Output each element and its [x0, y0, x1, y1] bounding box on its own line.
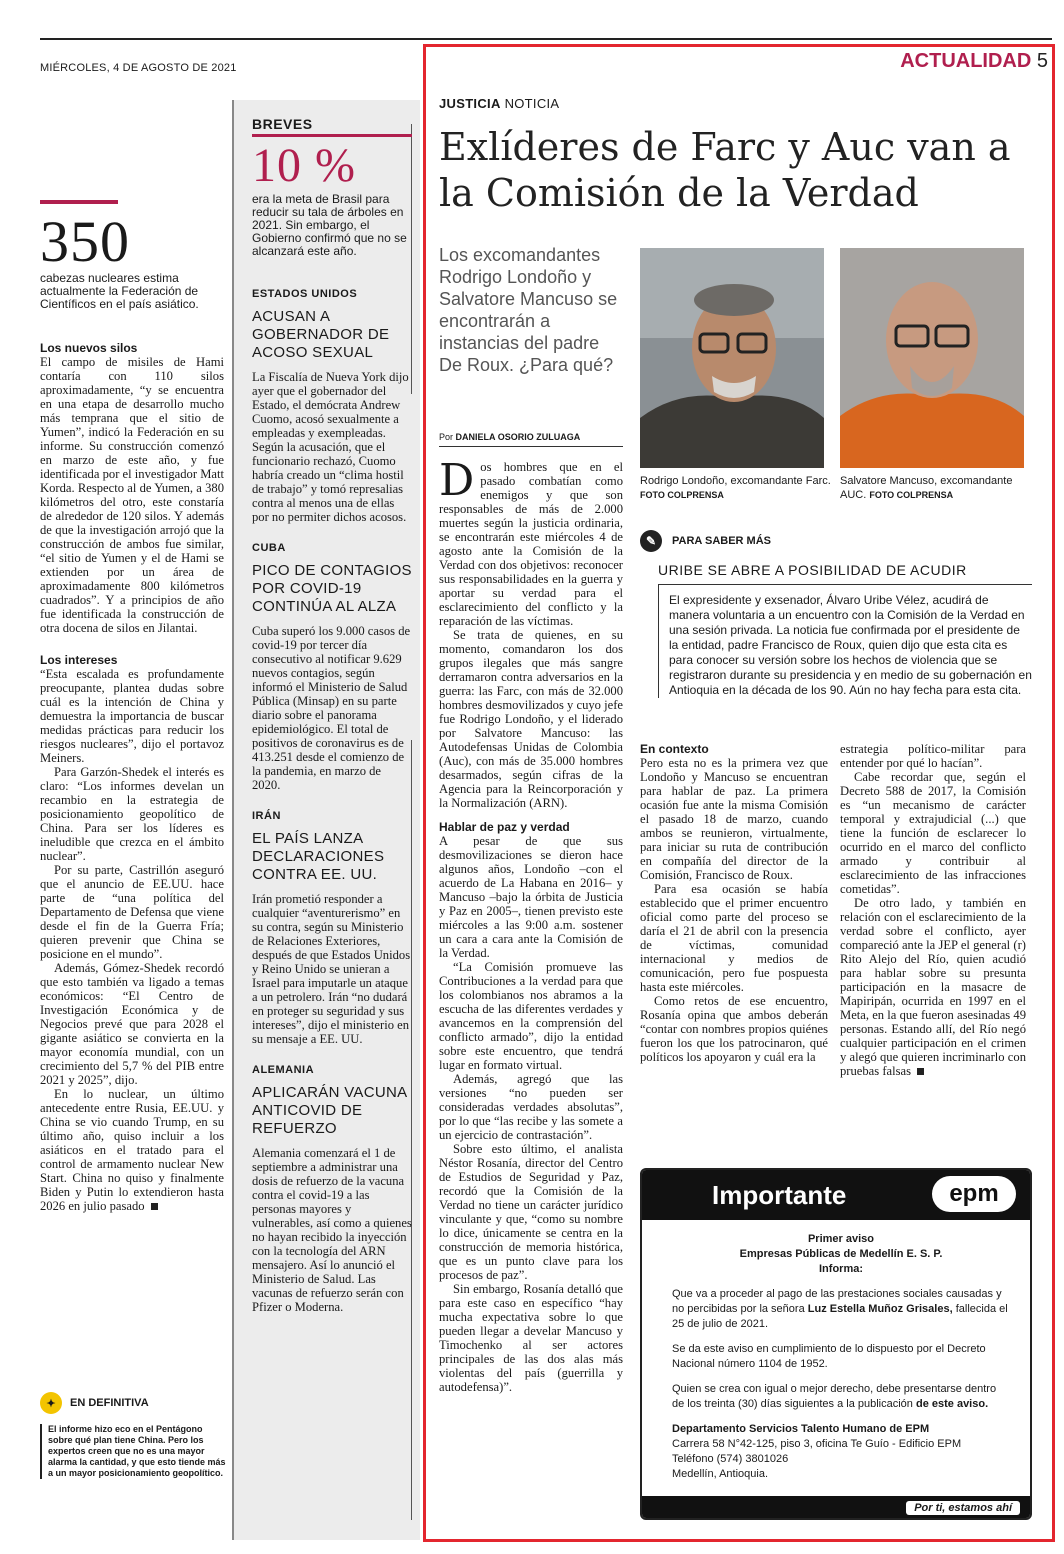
ad-footer [642, 1496, 1030, 1518]
brief-text: Cuba superó los 9.000 casos de covid-19 por tercer día consecutivo al notificar 9.629 nuevos contagios, según informó el Ministerio de Salud Pública (Minsap) en su parte diario sobre el panorama epidemiológico. El total de positivos de coronavirus es de 413.251 desde el comienzo de la pandemia, en marzo de 2020. [252, 624, 411, 792]
paragraph: Pero esta no es la primera vez que Londoño y Mancuso se encuentran para hablar de paz. La primera ocasión fue ante la misma Comisión el pasado 18 de marzo, cuando ambos se reunieron, virtualmente, para iniciar su ruta de contribución en compañía del director de la Comisión, Francisco de Roux. [640, 756, 828, 882]
para-saber-mas-box [640, 530, 1032, 698]
article-kicker: JUSTICIA NOTICIA [439, 96, 560, 111]
paragraph: Además, Gómez-Shedek recordó que esto también va ligado a temas económicos: “El Centro de Investigación Económica y de Negocios prevé que para 2028 el gigante asiático se convierta en la mayor economía mundial, con un crecimiento del 5,7 % del PIB entre 2021 y 2025”, dijo. [40, 961, 224, 1087]
definitiva-text: El informe hizo eco en el Pentágono sobre qué plan tiene China. Pero los expertos creen que no es una mayor alarma la cantidad, y que esto tiende más a un mayor posicionamiento geopolítico. [40, 1424, 228, 1479]
top-rule [40, 38, 1052, 40]
paragraph: El campo de misiles de Hami contaría con 110 silos aproximadamente, “y se encuentra en una etapa de desarrollo mucho más temprana que el sitio de Yumen”, indicó la Federación en su informe. Su construcción comenzó en marzo de este año, y fue identificada por el investigador Matt Korda. Respecto al de Yumen, a 380 kilómetros del otro, este constaría de alrededor de 120 silos. Y además de que la investigación arrojó que la construcción de ambos fue similar, “el sitio de Yumen y el de Hami se extienden por un área de aproximadamente 800 kilómetros cuadrados”. Y a principios de año fue identificada la construcción de otra docena de silos en Jilantai. [40, 355, 224, 635]
paragraph: Dos hombres que en el pasado combatían como enemigos y que son responsables de más de 2.000 muertes según la justicia ordinaria, se encontrarán este miércoles 4 de agosto ante la Comisión de la Verdad con dos objetivos: reconocer sus responsabilidades en la guerra y aportar su verdad para el esclarecimiento del conflicto y la reparación de las víctimas. [439, 455, 623, 628]
sidebar-mark [650, 1370, 664, 1440]
subhead-intereses: Los intereses [40, 653, 118, 667]
brief-text: Alemania comenzará el 1 de septiembre a administrar una dosis de refuerzo de la vacuna contra el covid-19 a las personas mayores y vulnerables, así como a quienes no hayan recibido la inyección con la tecnología del ARN mensajero. Así lo anunció el Ministerio de Salud. Las vacunas de refuerzo serán con Pfizer o Moderna. [252, 1146, 412, 1314]
breves-title: BREVES [252, 116, 412, 137]
breves-percent-caption: era la meta de Brasil para reducir su tala de árboles en 2021. Sin embargo, el Gobierno confirmó que no se alcanzará este año. [252, 192, 407, 258]
ad-address: Carrera 58 N°42-125, piso 3, oficina Te Guío - Edificio EPM [672, 1438, 962, 1450]
brief-country: CUBA [252, 542, 286, 554]
en-definitiva-box [40, 1392, 228, 1479]
end-mark [151, 1203, 158, 1210]
brief-country: ALEMANIA [252, 1064, 315, 1076]
subhead-hablar-paz: Hablar de paz y verdad [439, 820, 570, 834]
subhead-en-contexto: En contexto [640, 742, 709, 756]
ad-paragraph: Quien se crea con igual o mejor derecho, debe presentarse dentro de los treinta (30) días siguientes a la publicación de este aviso. [672, 1383, 997, 1410]
ad-company: Empresas Públicas de Medellín E. S. P. [739, 1248, 943, 1260]
ad-paragraph: Que va a proceder al pago de las prestaciones sociales causadas y no percibidas por la señora Luz Estella Muñoz Grisales, fallecida el 25 de julio de 2021. [672, 1288, 1008, 1330]
epm-logo: epm [932, 1176, 1016, 1212]
article-column-2 [640, 742, 828, 1064]
breves-percent: 10 % [252, 139, 356, 192]
paragraph: Como retos de ese encuentro, Rosanía opina que ambos deberán “contar con nombres propios quiénes fueron los que los patrocinaron, qué políticos los apoyaron y cuál era la [640, 994, 828, 1064]
paragraph: Por su parte, Castrillón aseguró que el anuncio de EE.UU. hace parte de “una política del Departamento de Defensa que viene desde el fin de la Guerra Fría; quieren prevenir que China se posicione en el mundo”. [40, 863, 224, 961]
brief-headline: ACUSAN A GOBERNADOR DE ACOSO SEXUAL [252, 308, 390, 361]
paragraph: Para Garzón-Shedek el interés es claro: “Los informes develan un recambio en la estrategia de posicionamiento geopolítico de China. Para ser los líderes es ineludible que crezca en el ámbito nuclear”. [40, 765, 224, 863]
photo-caption-mancuso: Salvatore Mancuso, excomandante AUC. FOTO COLPRENSA [840, 475, 1013, 501]
definitiva-title: EN DEFINITIVA [70, 1397, 149, 1409]
photo-caption-londono: Rodrigo Londoño, excomandante Farc. FOTO COLPRENSA [640, 475, 831, 500]
paragraph: En lo nuclear, un último antecedente entre Rusia, EE.UU. y China se vio cuando Trump, en su último año, quiso incluir a los asiáticos en el tratado para el control de armamento nuclear New Start. China no quiso y finalmente Biden y Putin lo extendieron hasta 2026 en julio pasado [40, 1087, 224, 1213]
paragraph: Sobre esto último, el analista Néstor Rosanía, director del Centro de Estudios de Seguridad y Paz, recordó que la Comisión de la Verdad no tiene un carácter jurídico vinculante y que, “como su nombre lo dice, únicamente se centra en la construcción de memoria histórica, que es un punto clave para los procesos de paz”. [439, 1142, 623, 1282]
info-icon: ✦ [40, 1392, 62, 1414]
ad-title: Importante [712, 1180, 847, 1210]
photo-mancuso [840, 248, 1024, 468]
brief-country: ESTADOS UNIDOS [252, 288, 358, 300]
saber-text: El expresidente y exsenador, Álvaro Uribe Vélez, acudirá de manera voluntaria a un encuentro con la Comisión de la Verdad en una sesión privada. La noticia fue confirmada por el presidente de la entidad, padre Francisco de Roux, quien dijo que esta cita es para conocer su versión sobre los hechos de violencia que se registraron durante su presidencia y en medio de su gobernación en Antioquia en la década de los 90. Aún no hay fecha para esta cita. [658, 585, 1032, 698]
saber-label: PARA SABER MÁS [672, 535, 772, 547]
brief-country: IRÁN [252, 810, 281, 822]
brief-text: La Fiscalía de Nueva York dijo ayer que el gobernador del Estado, el demócrata Andrew Cuomo, acosó sexualmente a empleadas y exempleadas. Según la acusación, que el funcionario rechazó, Cuomo habría creado un “clima hostil de trabajo” y tomó represalias contra al menos una de ellas por no permiter dichos acosos. [252, 370, 409, 524]
ad-phone: Teléfono (574) 3801026 [672, 1453, 789, 1465]
paragraph: estrategia político-militar para entender por qué lo hacían”. [840, 742, 1026, 770]
ad-header [642, 1170, 1030, 1220]
paragraph: “La Comisión promueve las Contribuciones a la verdad para que los colombianos nos abramos a la escucha de las diferentes verdades y avancemos en la comprensión del conflicto armado”, dijo la entidad sobre este encuentro, que tendrá lugar en formato virtual. [439, 960, 623, 1072]
article-headline: Exlíderes de Farc y Auc van a la Comisión de la Verdad [439, 125, 1011, 215]
drop-cap: D [439, 455, 475, 506]
paragraph: Además, agregó que las versiones “no pueden ser consideradas verdades absolutas”, por lo que “las recibe y las somete a un ejercicio de contrastación”. [439, 1072, 623, 1142]
subhead-silos: Los nuevos silos [40, 341, 138, 355]
ad-notice-number: Primer aviso [807, 1233, 875, 1245]
paragraph: Sin embargo, Rosanía detalló que para este caso en específico “hay mucha expectativa sobre lo que pueden llegar a develar Mancuso y Timochenko al ser actores principales de las dos alas más violentas del país (guerrilla y autodefensa)”. [439, 1282, 623, 1394]
epm-advertisement [640, 1168, 1032, 1520]
paragraph: Cabe recordar que, según el Decreto 588 de 2017, la Comisión es “un mecanismo de carácter temporal y extrajudicial (...) que tiene la función de esclarecer lo ocurrido en el marco del conflicto armado y contribuir al esclarecimiento de las infracciones cometidas”. [840, 770, 1026, 896]
paragraph: Se trata de quienes, en su momento, comandaron los dos grupos ilegales que más sangre derramaron contra adversarios en la guerra: las Farc, con más de 32.000 hombres desmovilizados y cuyo jefe fue Rodrigo Londoño, y el liderado por Salvatore Mancuso: las Autodefensas Unidas de Colombia (Auc), con más de 35.000 hombres desarmados, según cifras de la Agencia para la Reincorporación y la Normalización (ARN). [439, 628, 623, 810]
section-label: ACTUALIDAD 5 [900, 50, 1048, 72]
article-lede: Los excomandantes Rodrigo Londoño y Salvatore Mancuso se encontrarán a instancias del padre De Roux. ¿Para qué? [439, 245, 618, 375]
paragraph: De otro lado, y también en relación con el esclarecimiento de la verdad sobre el conflicto, ayer compareció ante la JEP el general (r) Rito Alejo del Río, quien acudió para hablar sobre su presunta participación en la masacre de Mapiripán, ocurrida en 1997 en el Meta, en la que fueron asesinadas 49 personas. Estando allí, del Río negó cualquier participación en el crimen y alegó que quieren incriminarlo con pruebas falsas [840, 896, 1026, 1078]
issue-date: MIÉRCOLES, 4 DE AGOSTO DE 2021 [40, 62, 237, 74]
paragraph: “Esta escalada es profundamente preocupante, plantea dudas sobre cuál es la intención de China y demuestra la importancia de buscar medidas prácticas para reducir los riesgos nucleares”, dijo el portavoz Meiners. [40, 667, 224, 765]
ad-slogan: Por ti, estamos ahí [906, 1501, 1020, 1515]
article-column-1 [439, 455, 623, 1394]
photo-londono [640, 248, 824, 468]
brief-headline: EL PAÍS LANZA DECLARACIONES CONTRA EE. UU. [252, 830, 385, 883]
paragraph: Para esa ocasión se había establecido que el primer encuentro oficial como parte del proceso se daría el 21 de abril con la presencia de víctimas, comunidad internacional y medios de comunicación, pero fue pospuesta hasta este miércoles. [640, 882, 828, 994]
ad-department: Departamento Servicios Talento Humano de EPM [672, 1423, 930, 1435]
left-body [40, 341, 224, 1213]
ad-paragraph: Se da este aviso en cumplimiento de lo dispuesto por el Decreto Nacional número 1104 de 1952. [672, 1343, 986, 1370]
left-column [40, 200, 224, 1213]
brief-headline: APLICARÁN VACUNA ANTICOVID DE REFUERZO [252, 1084, 407, 1137]
saber-title: URIBE SE ABRE A POSIBILIDAD DE ACUDIR [658, 562, 1032, 585]
byline: Por DANIELA OSORIO ZULUAGA [439, 432, 623, 447]
article-column-3 [840, 742, 1026, 1078]
breves-column [232, 100, 420, 1540]
pin-icon: ✎ [640, 530, 662, 552]
end-mark [917, 1068, 924, 1075]
page-number: 5 [1036, 50, 1048, 72]
brief-headline: PICO DE CONTAGIOS POR COVID-19 CONTINÚA AL ALZA [252, 562, 412, 615]
brief-text: Irán prometió responder a cualquier “aventurerismo” en su contra, según su Ministerio de Relaciones Exteriores, después de que Estados Unidos y Reino Unido se unieran a Israel para imputarle un ataque a un petrolero. Irán “no dudará en proteger su seguridad y sus intereses”, dijo el ministerio en su mensaje a EE. UU. [252, 892, 411, 1046]
ad-informa: Informa: [819, 1263, 863, 1275]
ad-city: Medellín, Antioquia. [672, 1468, 769, 1480]
accent-bar [40, 200, 118, 204]
big-number: 350 [40, 209, 130, 274]
paragraph: A pesar de que sus desmovilizaciones se dieron hace algunos años, Londoño –con el acuerdo de La Habana en 2016– y Mancuso –bajo la órbita de Justicia y Paz en 2005–, tienen previsto este miércoles a las 9:00 a.m. sostener un cara a cara ante la Comisión de la Verdad. [439, 834, 623, 960]
big-number-caption: cabezas nucleares estima actualmente la Federación de Científicos en el país asiático. [40, 271, 199, 311]
